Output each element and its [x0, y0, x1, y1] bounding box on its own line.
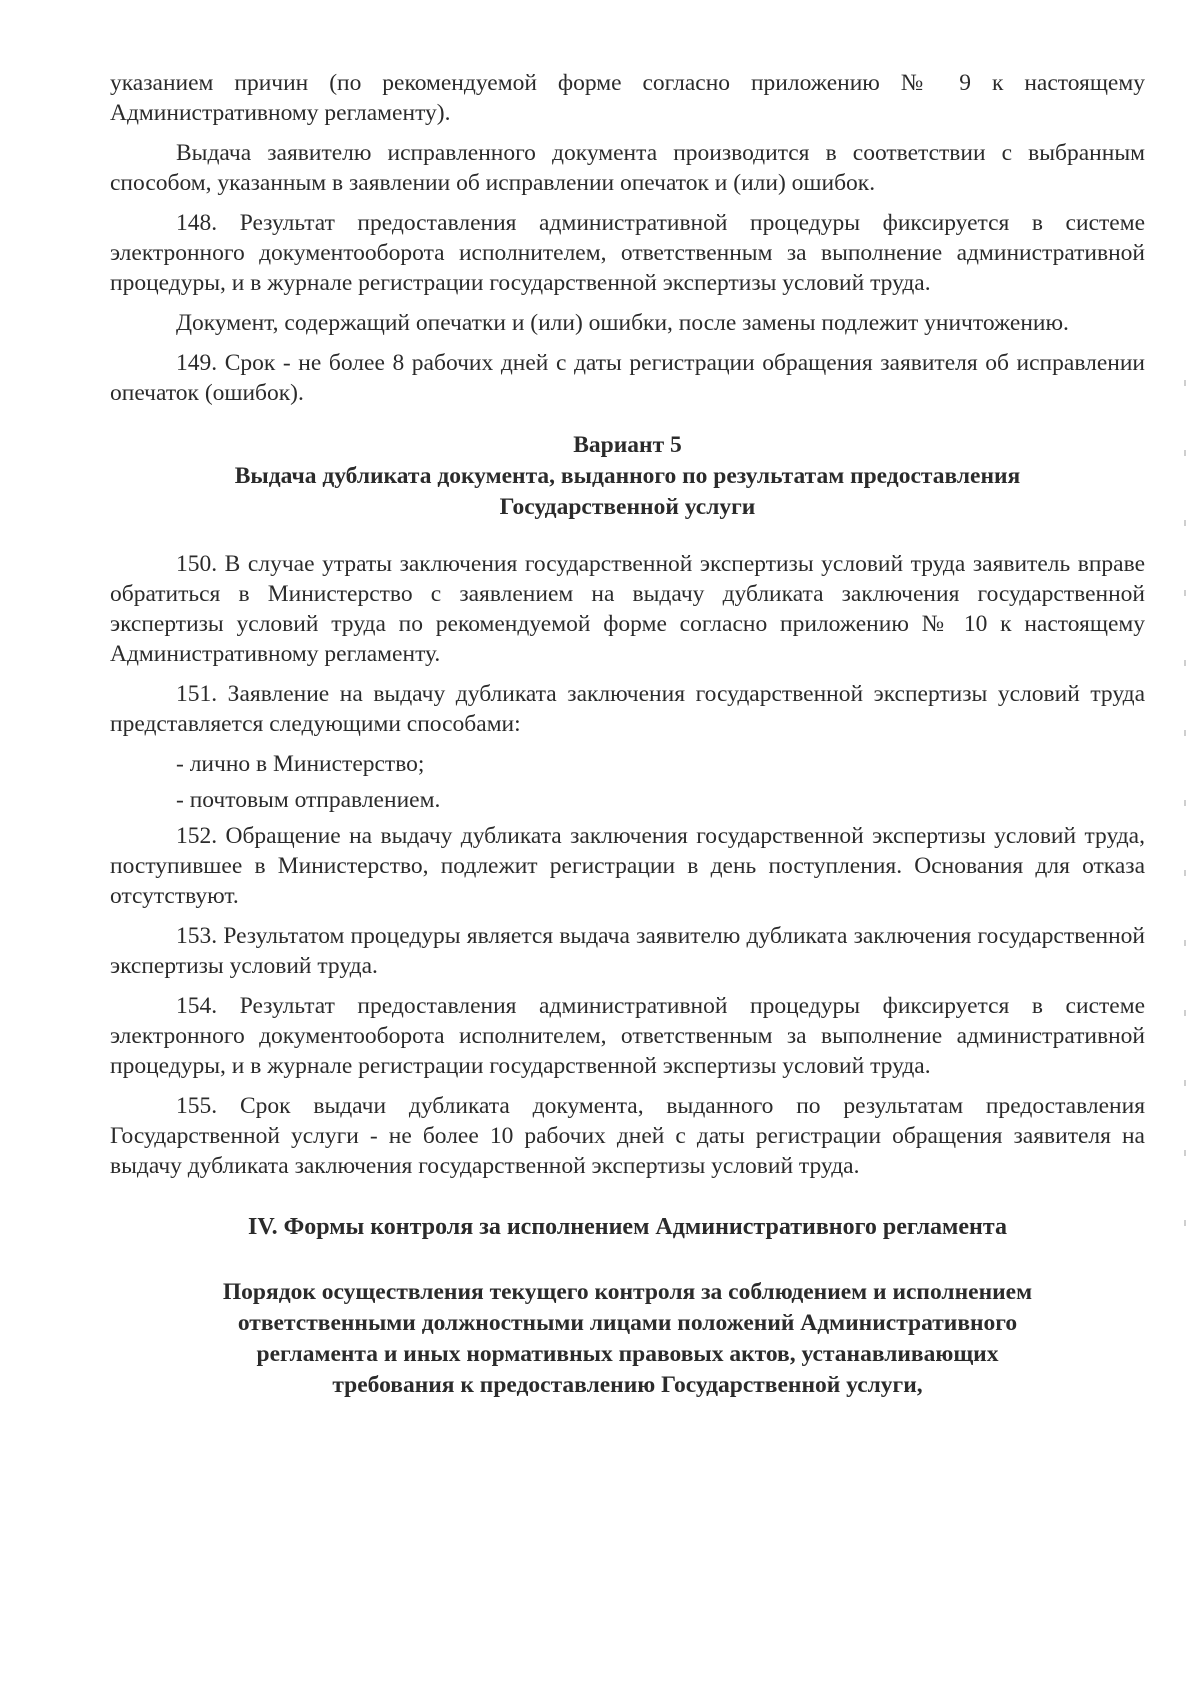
paragraph-148: 148. Результат предоставления административной процедуры фиксируется в системе электронного документооборота исполнителем, ответственным за выполнение административной процедуры, и в журнале регистрации государственной экспертизы условий труда. — [110, 210, 1145, 296]
paragraph-corrected-document: Выдача заявителю исправленного документа производится в соответствии с выбранным способом, указанным в заявлении об исправлении опечаток и (или) ошибок. — [110, 140, 1145, 196]
paragraph-155: 155. Срок выдачи дубликата документа, выданного по результатам предоставления Государственной услуги - не более 10 рабочих дней с даты регистрации обращения заявителя на выдачу дубликата заключения государственной экспертизы условий труда. — [110, 1093, 1145, 1179]
variant-heading — [110, 430, 1145, 523]
list-item-in-person: - лично в Министерство; — [176, 751, 425, 777]
section-4-subheading-line1: Порядок осуществления текущего контроля за соблюдением и исполнением — [222, 1279, 1033, 1305]
paragraph-154: 154. Результат предоставления административной процедуры фиксируется в системе электронного документооборота исполнителем, ответственным за выполнение административной процедуры, и в журнале регистрации государственной экспертизы условий труда. — [110, 993, 1145, 1079]
paragraph-149: 149. Срок - не более 8 рабочих дней с даты регистрации обращения заявителя об исправлении опечаток (ошибок). — [110, 350, 1145, 406]
paragraph-document-destruction: Документ, содержащий опечатки и (или) ошибки, после замены подлежит уничтожению. — [176, 310, 1069, 336]
list-item-by-mail: - почтовым отправлением. — [176, 787, 441, 813]
variant-title: Вариант 5 — [573, 432, 682, 458]
paragraph-152: 152. Обращение на выдачу дубликата заключения государственной экспертизы условий труда, поступившее в Министерство, подлежит регистрации в день поступления. Основания для отказа отсутствуют. — [110, 823, 1145, 909]
section-4-subheading-line2: ответственными должностными лицами положений Административного — [237, 1310, 1018, 1336]
section-4-title: IV. Формы контроля за исполнением Административного регламента — [248, 1214, 1007, 1240]
section-4-subheading-line3: регламента и иных нормативных правовых актов, устанавливающих — [256, 1341, 999, 1367]
paragraph-151: 151. Заявление на выдачу дубликата заключения государственной экспертизы условий труда представляется следующими способами: — [110, 681, 1145, 737]
section-4-subheading-line4: требования к предоставлению Государственной услуги, — [332, 1372, 923, 1398]
section-4-subheading — [110, 1277, 1145, 1401]
paragraph-reasons: указанием причин (по рекомендуемой форме согласно приложению № 9 к настоящему Административному регламенту). — [110, 70, 1145, 126]
variant-subtitle-line2: Государственной услуги — [499, 494, 756, 520]
variant-paragraphs — [110, 549, 1145, 1181]
variant-subtitle-line1: Выдача дубликата документа, выданного по результатам предоставления — [234, 463, 1021, 489]
paragraph-153: 153. Результатом процедуры является выдача заявителю дубликата заключения государственной экспертизы условий труда. — [110, 923, 1145, 979]
top-paragraphs — [110, 68, 1145, 408]
scan-margin-marks — [1184, 380, 1186, 1280]
paragraph-150: 150. В случае утраты заключения государственной экспертизы условий труда заявитель вправе обратиться в Министерство с заявлением на выдачу дубликата заключения государственной экспертизы условий труда по рекомендуемой форме согласно приложению № 10 к настоящему Административному регламенту. — [110, 551, 1145, 667]
